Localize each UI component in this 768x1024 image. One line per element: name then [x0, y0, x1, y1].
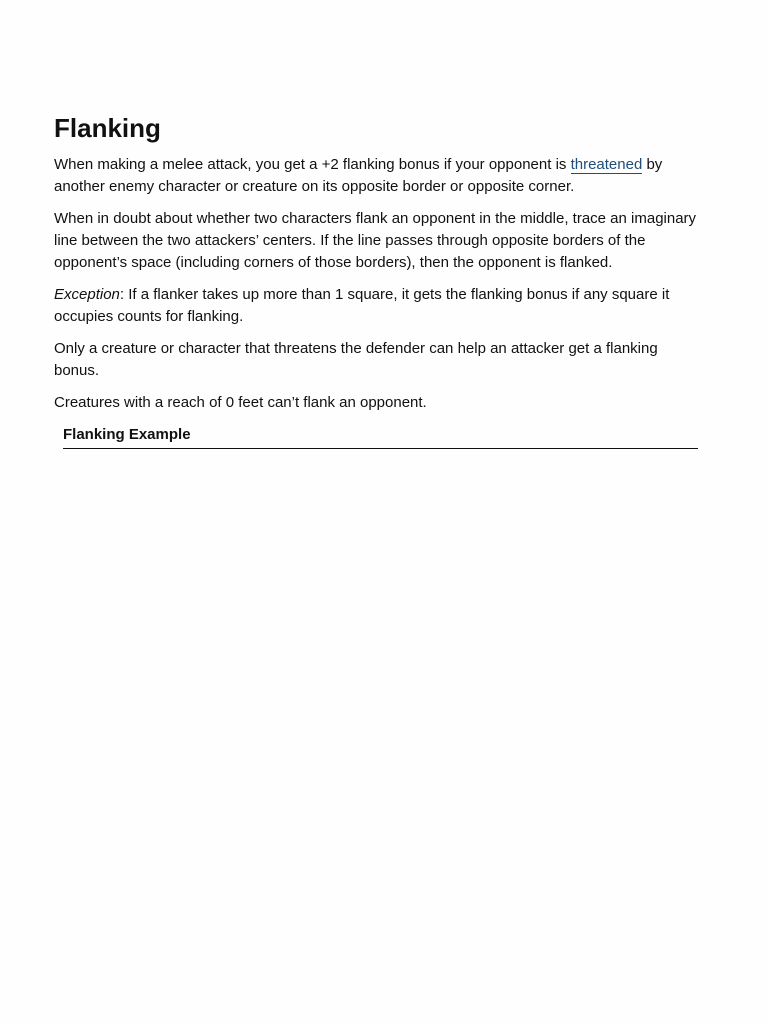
paragraph-text: : If a flanker takes up more than 1 square, it gets the flanking bonus if any square it occupies counts for flanking. — [54, 286, 670, 325]
paragraph-text: When making a melee attack, you get a +2 flanking bonus if your opponent is — [54, 156, 571, 173]
paragraph-imaginary-line: When in doubt about whether two characters flank an opponent in the middle, trace an imaginary line between the two attackers’ centers. If the line passes through opposite borders of the opponent’s space (including corners of those borders), then the opponent is flanked. — [54, 210, 697, 271]
paragraph-reach-zero: Creatures with a reach of 0 feet can’t flank an opponent. — [54, 394, 427, 411]
flanking-example-heading: Flanking Example — [63, 426, 191, 443]
document-page — [54, 112, 706, 449]
paragraph-flanking-bonus — [54, 154, 706, 198]
paragraph-text: by another enemy character or creature on its opposite border or opposite corner. — [54, 156, 663, 195]
flanking-example-section — [63, 424, 698, 449]
exception-label: Exception — [54, 286, 120, 303]
page-title: Flanking — [54, 113, 161, 143]
paragraph-exception — [54, 284, 706, 328]
paragraph-threatens-defender: Only a creature or character that threatens the defender can help an attacker get a flanking bonus. — [54, 340, 658, 379]
threatened-link[interactable]: threatened — [570, 156, 643, 173]
